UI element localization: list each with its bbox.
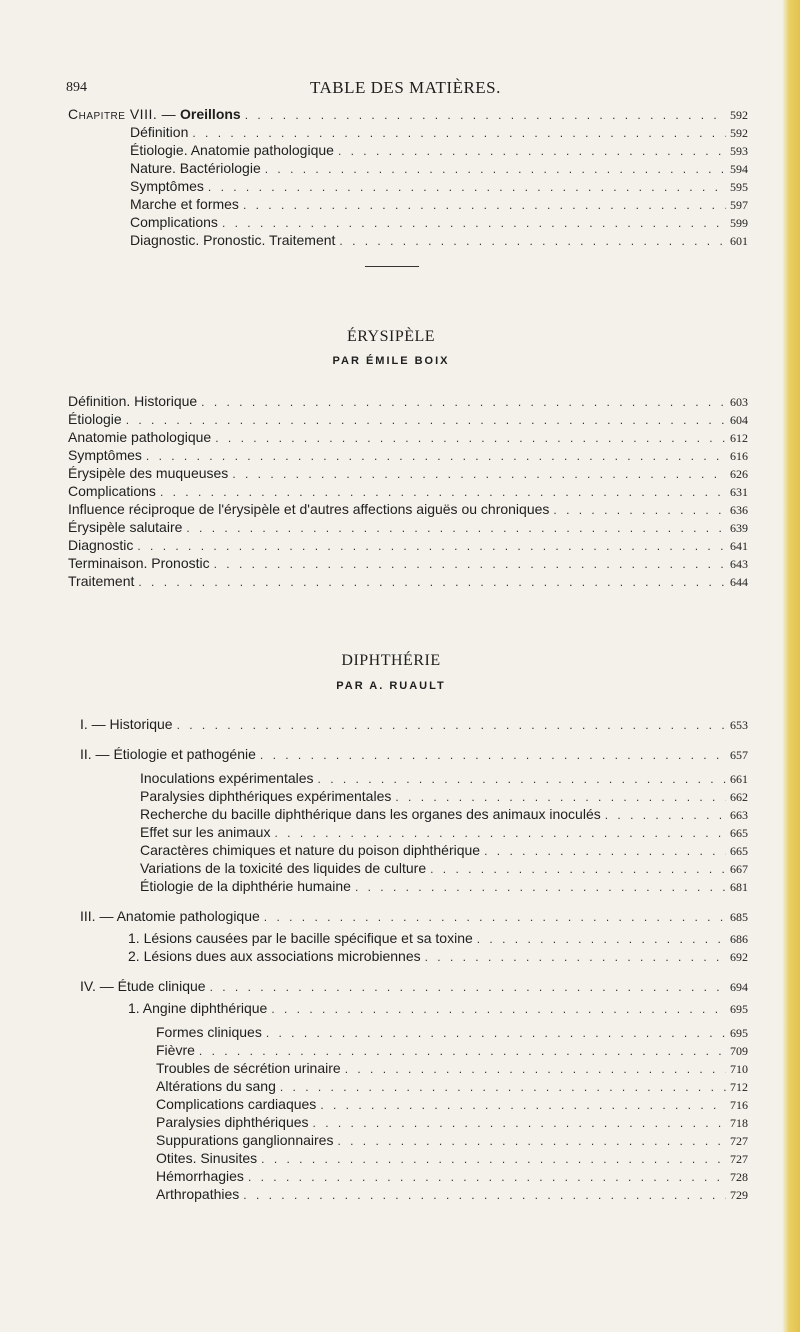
toc-entry: Effet sur les animaux . . . 665 (140, 824, 748, 842)
section-author-erysipele: PAR ÉMILE BOIX (332, 355, 450, 367)
running-head (66, 78, 766, 102)
toc-part: III. — Anatomie pathologique . . . 685 (80, 908, 748, 926)
toc-entry: Troubles de sécrétion urinaire . . . 710 (156, 1060, 748, 1078)
chapter-prefix: Chapitre VIII. — (68, 106, 177, 122)
chapter-heading (68, 106, 748, 124)
toc-entry: Altérations du sang . . . 712 (156, 1078, 748, 1096)
running-title: TABLE DES MATIÈRES. (310, 78, 501, 97)
toc-entry: Variations de la toxicité des liquides de culture . . . 667 (140, 860, 748, 878)
toc-part: IV. — Étude clinique . . . 694 (80, 978, 748, 996)
dot-leader (245, 108, 726, 122)
page-number: 894 (66, 80, 87, 95)
toc-part: II. — Étiologie et pathogénie . . . 657 (80, 746, 748, 764)
toc-entry: Définition. Historique . . . 603 (68, 393, 748, 411)
section-title-diphtherie: DIPHTHÉRIE (341, 652, 441, 669)
toc-entry: Complications . . . 599 (130, 214, 748, 232)
toc-entry: Caractères chimiques et nature du poison diphthérique . . . 665 (140, 842, 748, 860)
toc-entry: Paralysies diphthériques expérimentales . . . 662 (140, 788, 748, 806)
section-title-erysipele: ÉRYSIPÈLE (346, 328, 436, 345)
toc-entry: Diagnostic . . . 641 (68, 537, 748, 555)
toc-entry: Définition . . . 592 (130, 124, 748, 142)
section-author-diphtherie: PAR A. RUAULT (336, 680, 446, 692)
toc-part: I. — Historique . . . 653 (80, 716, 748, 734)
page-edge (782, 0, 800, 1332)
toc-entry: Influence réciproque de l'érysipèle et d'autres affections aiguës ou chroniques . . . 636 (68, 501, 748, 519)
toc-entry: 1. Angine diphthérique . . . 695 (128, 1000, 748, 1018)
toc-entry: Symptômes . . . 595 (130, 178, 748, 196)
section-separator (365, 266, 419, 267)
toc-entry: Formes cliniques . . . 695 (156, 1024, 748, 1042)
toc-entry: Traitement . . . 644 (68, 573, 748, 591)
toc-entry: Étiologie . . . 604 (68, 411, 748, 429)
toc-entry: Otites. Sinusites . . . 727 (156, 1150, 748, 1168)
toc-entry: Terminaison. Pronostic . . . 643 (68, 555, 748, 573)
page-ref: 592 (730, 108, 748, 122)
toc-entry: 1. Lésions causées par le bacille spécifique et sa toxine . . . 686 (128, 930, 748, 948)
chapter-title: Oreillons (180, 106, 241, 122)
toc-entry: Érysipèle des muqueuses . . . 626 (68, 465, 748, 483)
toc-entry: Complications cardiaques . . . 716 (156, 1096, 748, 1114)
toc-entry: Inoculations expérimentales . . . 661 (140, 770, 748, 788)
toc-entry: Symptômes . . . 616 (68, 447, 748, 465)
toc-entry: Suppurations ganglionnaires . . . 727 (156, 1132, 748, 1150)
toc-entry: Complications . . . 631 (68, 483, 748, 501)
toc-entry: Arthropathies . . . 729 (156, 1186, 748, 1204)
toc-entry: Étiologie de la diphthérie humaine . . . 681 (140, 878, 748, 896)
toc-entry: Étiologie. Anatomie pathologique . . . 593 (130, 142, 748, 160)
toc-entry: Anatomie pathologique . . . 612 (68, 429, 748, 447)
toc-entry: Érysipèle salutaire . . . 639 (68, 519, 748, 537)
toc-entry: Diagnostic. Pronostic. Traitement . . . 601 (130, 232, 748, 250)
toc-entry: Fièvre . . . 709 (156, 1042, 748, 1060)
toc-entry: Paralysies diphthériques . . . 718 (156, 1114, 748, 1132)
toc-entry: 2. Lésions dues aux associations microbiennes . . . 692 (128, 948, 748, 966)
toc-entry: Nature. Bactériologie . . . 594 (130, 160, 748, 178)
toc-entry: Hémorrhagies . . . 728 (156, 1168, 748, 1186)
toc-entry: Marche et formes . . . 597 (130, 196, 748, 214)
toc-entry: Recherche du bacille diphthérique dans les organes des animaux inoculés . . . 663 (140, 806, 748, 824)
